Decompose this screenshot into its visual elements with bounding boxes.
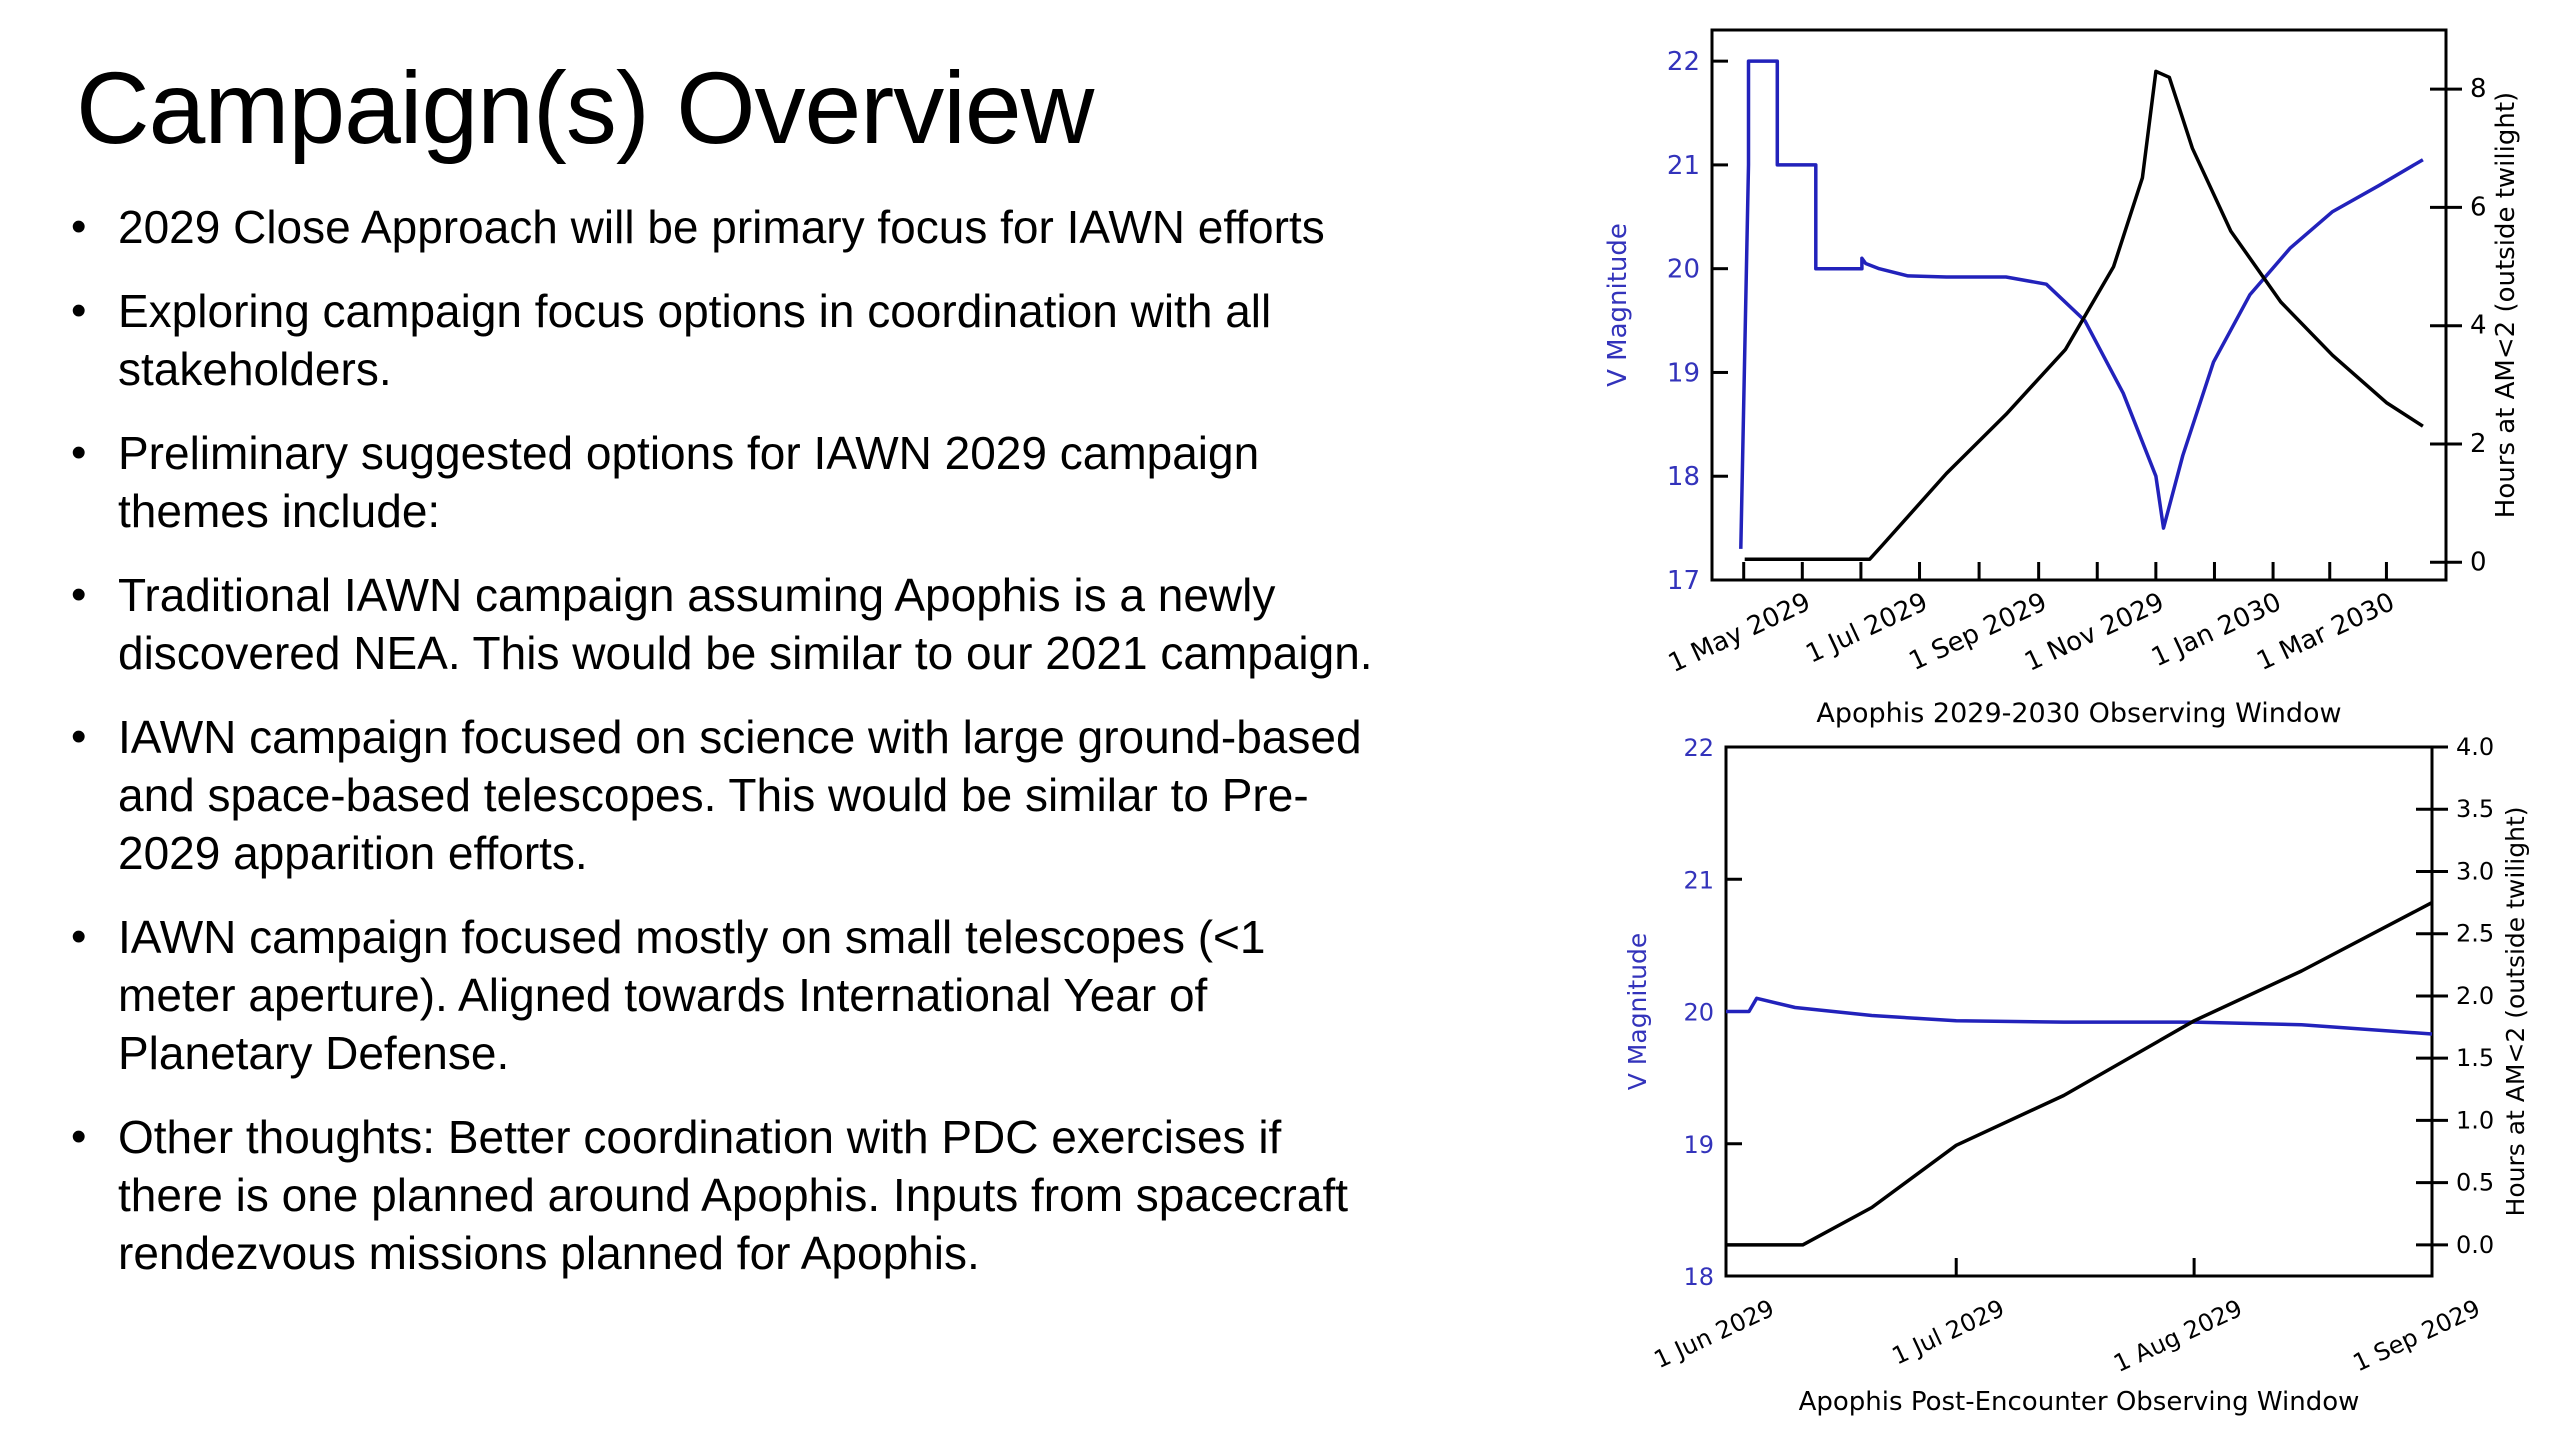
v-magnitude-line xyxy=(1726,998,2432,1034)
left-tick-label: 21 xyxy=(1666,150,1700,181)
left-tick-label: 20 xyxy=(1666,254,1700,285)
bullet-text-line: and space-based telescopes. This would be similar to Pre- xyxy=(118,769,1309,821)
right-tick-label: 4 xyxy=(2470,310,2487,341)
bullet-text-line: rendezvous missions planned for Apophis. xyxy=(118,1227,980,1279)
left-tick-label: 22 xyxy=(1666,47,1700,78)
bullet-text-line: Other thoughts: Better coordination with PDC exercises if xyxy=(118,1111,1282,1163)
bullet-text-line: Planetary Defense. xyxy=(118,1027,510,1079)
bullet-text-line: IAWN campaign focused mostly on small telescopes (<1 xyxy=(118,911,1266,963)
bullet-text-line: Preliminary suggested options for IAWN 2029 campaign xyxy=(118,427,1260,479)
right-tick-label: 4.0 xyxy=(2456,733,2495,761)
bullet-text-line: stakeholders. xyxy=(118,343,392,395)
bullet-text-line: Traditional IAWN campaign assuming Apophis is a newly xyxy=(118,569,1276,621)
x-tick-label: 1 Aug 2029 xyxy=(2109,1294,2247,1378)
left-axis-label: V Magnitude xyxy=(1623,932,1652,1091)
x-tick-label: 1 May 2029 xyxy=(1663,587,1816,680)
right-tick-label: 1.5 xyxy=(2456,1044,2495,1073)
bullet-dot-icon: • xyxy=(71,1112,87,1161)
x-tick-label: 1 Nov 2029 xyxy=(2020,587,2169,678)
right-tick-label: 3.5 xyxy=(2456,795,2495,824)
bullet-dot-icon: • xyxy=(71,286,87,335)
left-tick-label: 19 xyxy=(1666,358,1700,389)
bullet-dot-icon: • xyxy=(71,570,87,619)
bullet-dot-icon: • xyxy=(71,912,87,961)
left-tick-label: 18 xyxy=(1683,1263,1714,1291)
bullet-text-line: there is one planned around Apophis. Inputs from spacecraft xyxy=(118,1169,1349,1221)
right-axis-label: Hours at AM<2 (outside twilight) xyxy=(2501,806,2530,1217)
left-axis-label: V Magnitude xyxy=(1603,223,1633,387)
right-tick-label: 2.5 xyxy=(2456,919,2495,948)
right-tick-label: 6 xyxy=(2470,192,2487,223)
x-tick-label: 1 Jul 2029 xyxy=(1887,1294,2009,1371)
bullet-text-line: 2029 apparition efforts. xyxy=(118,827,588,879)
bullet-dot-icon: • xyxy=(71,428,87,477)
x-tick-label: 1 Jun 2029 xyxy=(1649,1294,1779,1375)
right-tick-label: 2.0 xyxy=(2456,981,2495,1010)
left-tick-label: 18 xyxy=(1666,462,1700,493)
bullet-text-line: 2029 Close Approach will be primary focus for IAWN efforts xyxy=(118,201,1325,253)
left-tick-label: 22 xyxy=(1683,734,1714,762)
right-tick-label: 3.0 xyxy=(2456,857,2495,886)
x-tick-label: 1 Jul 2029 xyxy=(1801,587,1933,670)
left-tick-label: 21 xyxy=(1683,866,1714,895)
left-tick-label: 19 xyxy=(1683,1130,1714,1159)
bullet-dot-icon: • xyxy=(71,712,87,761)
x-tick-label: 1 Sep 2029 xyxy=(2348,1294,2485,1378)
left-tick-label: 20 xyxy=(1683,998,1714,1027)
right-tick-label: 8 xyxy=(2470,74,2487,105)
hours-am2-line xyxy=(1726,903,2432,1245)
bullet-dot-icon: • xyxy=(71,202,87,251)
right-tick-label: 0 xyxy=(2470,547,2487,578)
x-tick-label: 1 Sep 2029 xyxy=(1904,587,2052,677)
x-tick-label: 1 Jan 2030 xyxy=(2147,587,2287,674)
chart-title: Apophis Post-Encounter Observing Window xyxy=(1798,1387,2360,1417)
slide-title: Campaign(s) Overview xyxy=(76,51,1094,165)
right-tick-label: 0.0 xyxy=(2456,1230,2495,1259)
x-tick-label: 1 Mar 2030 xyxy=(2252,587,2400,678)
right-axis-label: Hours at AM<2 (outside twilight) xyxy=(2491,91,2521,519)
bullet-text-line: meter aperture). Aligned towards International Year of xyxy=(118,969,1208,1021)
chart-title: Apophis 2029-2030 Observing Window xyxy=(1816,698,2342,729)
bullet-text-line: Exploring campaign focus options in coordination with all xyxy=(118,285,1272,337)
bullet-text-line: IAWN campaign focused on science with large ground-based xyxy=(118,711,1362,763)
right-tick-label: 1.0 xyxy=(2456,1106,2495,1135)
bullet-text-line: themes include: xyxy=(118,485,441,537)
right-tick-label: 2 xyxy=(2470,428,2487,459)
left-tick-label: 17 xyxy=(1666,566,1700,596)
right-tick-label: 0.5 xyxy=(2456,1168,2495,1197)
bullet-text-line: discovered NEA. This would be similar to our 2021 campaign. xyxy=(118,627,1373,679)
